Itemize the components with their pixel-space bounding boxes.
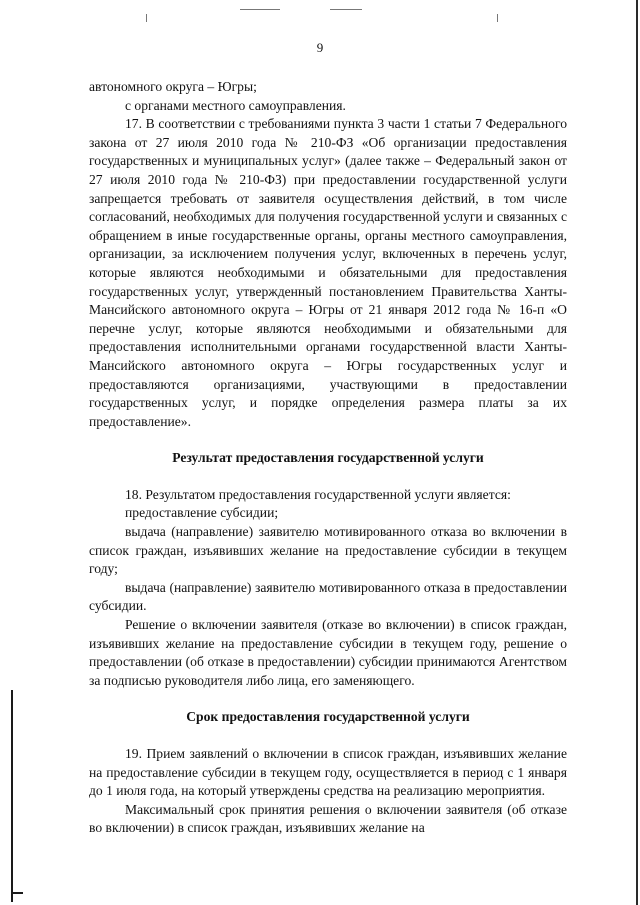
page-number: 9 <box>316 40 324 55</box>
scan-edge-left-foot <box>11 892 23 894</box>
scan-speck <box>146 14 147 22</box>
heading-term: Срок предоставления государственной услуги <box>186 709 470 725</box>
scan-edge-left <box>11 690 13 902</box>
scan-speck <box>497 14 498 22</box>
paragraph-17: 17. В соответствии с требованиями пункта 3 части 1 статьи 7 Федерального закона от 27 июля 2010 года № 210-ФЗ «Об организации предоставления государственных и муниципальных услуг» (далее также – Федеральный закон от 27 июля 2010 года № 210-ФЗ) при предоставлении государственной услуги запрещается требовать от заявителя осуществления действий, в том числе согласований, необходимых для получения государственной услуги и связанных с обращением в иные государственные органы, органы местного самоуправления, организации, за исключением получения услуг, включенных в перечень услуг, которые являются необходимыми и обязательными для предоставления государственных услуг, утвержденный постановлением Правительства Ханты-Мансийского автономного округа – Югры от 21 января 2012 года № 16-п «О перечне услуг, которые являются необходимыми и обязательными для предоставления исполнительными органами государственной власти Ханты-Мансийского автономного округа – Югры государственных услуг и предоставляются организациями, участвующими в предоставлении государственных услуг, и порядке определения размера платы за их предоставление». <box>89 116 567 429</box>
paragraph-max-term: Максимальный срок принятия решения о включении заявителя (об отказе во включении) в список граждан, изъявивших желание на <box>89 801 567 836</box>
paragraph-intro-line: автономного округа – Югры; <box>89 79 257 94</box>
result-item-subsidy: предоставление субсидии; <box>125 505 279 521</box>
document-body <box>89 78 567 838</box>
paragraph-local-government: с органами местного самоуправления. <box>125 97 346 113</box>
scan-speck <box>330 9 362 10</box>
paragraph-19: 19. Прием заявлений о включении в список граждан, изъявивших желание на предоставление субсидии в текущем году, осуществляется в период с 1 января до 1 июля года, на который утверждены средства на реализацию мероприятия. <box>89 746 567 799</box>
scan-speck <box>240 9 280 10</box>
heading-result: Результат предоставления государственной услуги <box>172 450 484 466</box>
paragraph-decision: Решение о включении заявителя (отказе во включении) в список граждан, изъявивших желание на предоставление субсидии в текущем году, решение о предоставлении (об отказе в предоставлении) субсидии принимаются Агентством за подписью руководителя либо лица, его заменяющего. <box>89 617 567 688</box>
paragraph-18: 18. Результатом предоставления государственной услуги является: <box>125 486 511 502</box>
result-item-refusal-subsidy: выдача (направление) заявителю мотивированного отказа в предоставлении субсидии. <box>89 579 567 614</box>
result-item-refusal-list: выдача (направление) заявителю мотивированного отказа во включении в список граждан, изъявивших желание на предоставление субсидии в текущем году; <box>89 524 567 577</box>
scan-edge-right <box>636 0 638 905</box>
